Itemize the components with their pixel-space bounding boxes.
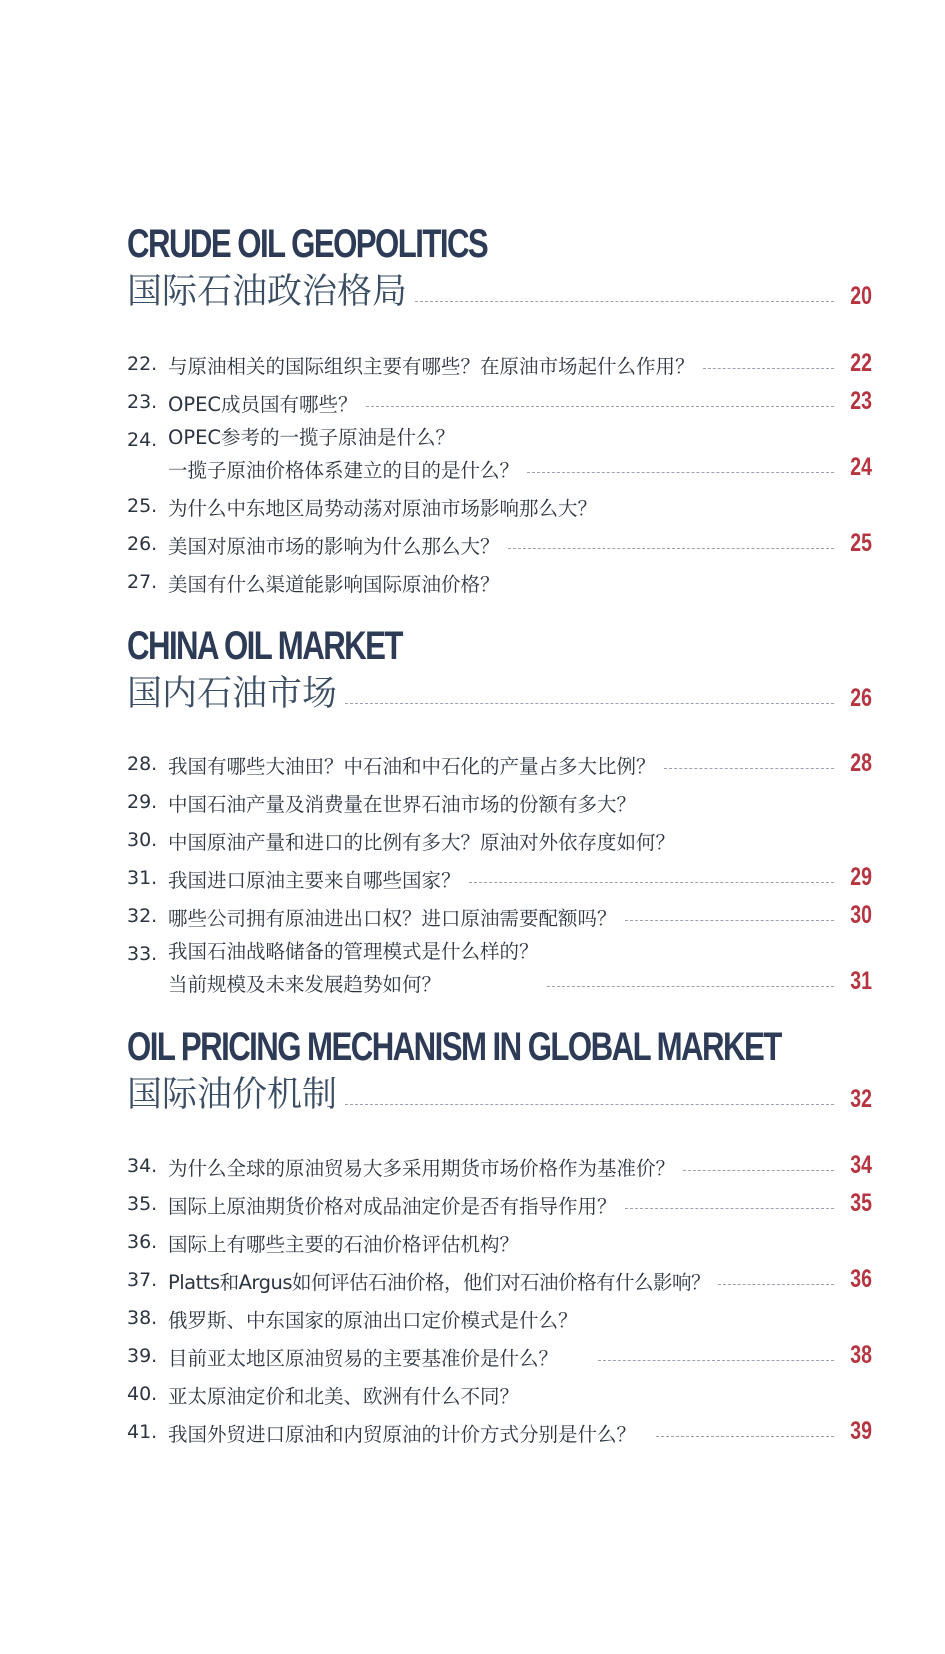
entry-number: 40. [127, 1383, 158, 1405]
toc-entry-35[interactable] [127, 1185, 872, 1223]
entry-number: 25. [127, 495, 158, 517]
page-number: 28 [850, 749, 872, 777]
entry-title: 美国有什么渠道能影响国际原油价格？ [168, 573, 500, 596]
toc-entry-26[interactable] [127, 525, 872, 563]
dotted-leader [718, 1284, 834, 1285]
page-number: 26 [850, 684, 872, 712]
toc-entry-41[interactable] [127, 1413, 872, 1451]
toc-entry-40[interactable] [127, 1375, 872, 1413]
dotted-leader [345, 1104, 834, 1105]
entry-title: 美国对原油市场的影响为什么那么大？ [168, 535, 500, 558]
toc-entry-23[interactable] [127, 383, 872, 421]
toc-entry-24[interactable] [127, 421, 872, 487]
page-number: 25 [850, 529, 872, 557]
section-items [127, 345, 872, 601]
entry-number: 27. [127, 571, 158, 593]
toc-entry-32[interactable] [127, 897, 872, 935]
entry-title: 为什么中东地区局势动荡对原油市场影响那么大？ [168, 497, 598, 520]
dotted-leader [345, 703, 834, 704]
section-heading-row[interactable] [127, 670, 872, 716]
toc-entry-36[interactable] [127, 1223, 872, 1261]
section-items [127, 745, 872, 1001]
dotted-leader [527, 472, 834, 473]
entry-number: 32. [127, 905, 158, 927]
dotted-leader [547, 986, 834, 987]
dotted-leader [625, 1208, 834, 1209]
dotted-leader [415, 301, 834, 302]
page-number: 36 [850, 1265, 872, 1293]
entry-number: 24. [127, 429, 158, 451]
entry-title [168, 935, 539, 1001]
page-number: 24 [850, 453, 872, 481]
page-number: 32 [850, 1085, 872, 1113]
dotted-leader [625, 920, 834, 921]
dotted-leader [366, 406, 834, 407]
toc-entry-22[interactable] [127, 345, 872, 383]
entry-title-line-2: 当前规模及未来发展趋势如何？ [168, 973, 442, 996]
section-oil-pricing-mechanism [127, 1025, 872, 1117]
section-title-cn: 国际油价机制 [127, 1075, 338, 1115]
section-title-en: CRUDE OIL GEOPOLITICS [127, 222, 488, 266]
entry-title: 与原油相关的国际组织主要有哪些？在原油市场起什么作用？ [168, 355, 695, 378]
dotted-leader [656, 1436, 834, 1437]
entry-title: 俄罗斯、中东国家的原油出口定价模式是什么？ [168, 1309, 578, 1332]
entry-title: 哪些公司拥有原油进出口权？进口原油需要配额吗？ [168, 907, 617, 930]
entry-title: 国际上有哪些主要的石油价格评估机构？ [168, 1233, 520, 1256]
entry-title: 亚太原油定价和北美、欧洲有什么不同？ [168, 1385, 520, 1408]
section-china-oil-market [127, 624, 872, 716]
dotted-leader [664, 768, 834, 769]
section-title-cn: 国际石油政治格局 [127, 272, 408, 312]
entry-number: 38. [127, 1307, 158, 1329]
toc-entry-39[interactable] [127, 1337, 872, 1375]
dotted-leader [508, 548, 834, 549]
page-number: 34 [850, 1151, 872, 1179]
section-title-cn: 国内石油市场 [127, 674, 338, 714]
entry-title: 我国外贸进口原油和内贸原油的计价方式分别是什么？ [168, 1423, 637, 1446]
entry-number: 26. [127, 533, 158, 555]
dotted-leader [469, 882, 834, 883]
entry-title: 国际上原油期货价格对成品油定价是否有指导作用？ [168, 1195, 617, 1218]
entry-title: OPEC成员国有哪些？ [168, 393, 358, 416]
entry-number: 28. [127, 753, 158, 775]
entry-number: 29. [127, 791, 158, 813]
entry-title: Platts和Argus如何评估石油价格，他们对石油价格有什么影响？ [168, 1271, 710, 1294]
page-number: 35 [850, 1189, 872, 1217]
entry-title: 我国进口原油主要来自哪些国家？ [168, 869, 461, 892]
toc-entry-38[interactable] [127, 1299, 872, 1337]
entry-title [168, 421, 519, 487]
entry-number: 35. [127, 1193, 158, 1215]
entry-title: 为什么全球的原油贸易大多采用期货市场价格作为基准价？ [168, 1157, 676, 1180]
section-title-en: CHINA OIL MARKET [127, 624, 402, 668]
entry-title: 中国原油产量和进口的比例有多大？原油对外依存度如何？ [168, 831, 676, 854]
dotted-leader [598, 1360, 834, 1361]
page-number: 31 [850, 967, 872, 995]
entry-number: 33. [127, 943, 158, 965]
section-crude-oil-geopolitics [127, 222, 872, 314]
toc-entry-34[interactable] [127, 1147, 872, 1185]
entry-title-line-1: OPEC参考的一揽子原油是什么？ [168, 426, 456, 449]
toc-entry-37[interactable] [127, 1261, 872, 1299]
entry-title: 中国石油产量及消费量在世界石油市场的份额有多大？ [168, 793, 637, 816]
section-title-en: OIL PRICING MECHANISM IN GLOBAL MARKET [127, 1025, 781, 1069]
entry-number: 37. [127, 1269, 158, 1291]
entry-number: 36. [127, 1231, 158, 1253]
entry-number: 41. [127, 1421, 158, 1443]
page-number: 30 [850, 901, 872, 929]
dotted-leader [683, 1170, 834, 1171]
page-number: 39 [850, 1417, 872, 1445]
page-number: 38 [850, 1341, 872, 1369]
entry-number: 34. [127, 1155, 158, 1177]
toc-entry-31[interactable] [127, 859, 872, 897]
entry-number: 31. [127, 867, 158, 889]
toc-entry-30[interactable] [127, 821, 872, 859]
section-heading-row[interactable] [127, 268, 872, 314]
toc-entry-28[interactable] [127, 745, 872, 783]
entry-title: 我国有哪些大油田？中石油和中石化的产量占多大比例？ [168, 755, 656, 778]
entry-number: 22. [127, 353, 158, 375]
section-items [127, 1147, 872, 1451]
page-number: 22 [850, 349, 872, 377]
entry-number: 39. [127, 1345, 158, 1367]
dotted-leader [703, 368, 834, 369]
page-number: 20 [850, 282, 872, 310]
entry-title: 目前亚太地区原油贸易的主要基准价是什么？ [168, 1347, 559, 1370]
entry-title-line-2: 一揽子原油价格体系建立的目的是什么？ [168, 459, 520, 482]
toc-entry-33[interactable] [127, 935, 872, 1001]
page-number: 29 [850, 863, 872, 891]
entry-number: 30. [127, 829, 158, 851]
section-heading-row[interactable] [127, 1071, 872, 1117]
toc-entry-25[interactable] [127, 487, 872, 525]
toc-entry-29[interactable] [127, 783, 872, 821]
toc-entry-27[interactable] [127, 563, 872, 601]
entry-number: 23. [127, 391, 158, 413]
entry-title-line-1: 我国石油战略储备的管理模式是什么样的？ [168, 940, 539, 963]
page-number: 23 [850, 387, 872, 415]
